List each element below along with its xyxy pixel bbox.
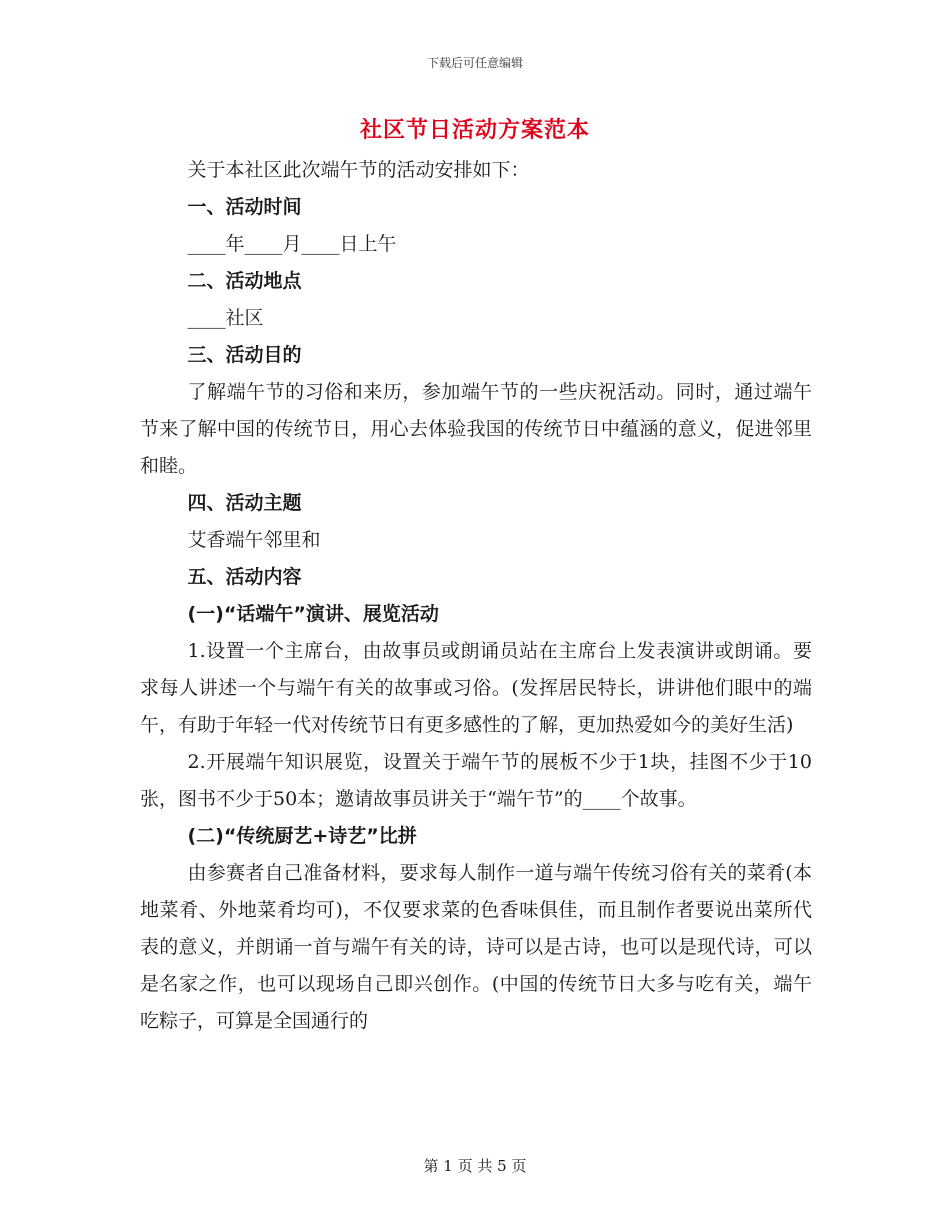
document-body — [140, 152, 812, 1040]
section-heading-location: 二、活动地点 — [187, 270, 302, 292]
section-heading-theme: 四、活动主题 — [187, 492, 302, 514]
section-heading-content: 五、活动内容 — [187, 566, 302, 588]
section-heading-time: 一、活动时间 — [187, 196, 302, 218]
theme-paragraph: 艾香端午邻里和 — [187, 529, 321, 551]
purpose-paragraph: 了解端午节的习俗和来历，参加端午节的一些庆祝活动。同时，通过端午节来了解中国的传统节日，用心去体验我国的传统节日中蕴涵的意义，促进邻里和睦。 — [140, 381, 812, 477]
speech-item-2: 2.开展端午知识展览，设置关于端午节的展板不少于1块，挂图不少于10张，图书不少于50本；邀请故事员讲关于“端午节”的____个故事。 — [140, 751, 812, 810]
location-paragraph: ____社区 — [187, 307, 264, 329]
time-paragraph: ____年____月____日上午 — [187, 233, 397, 255]
speech-item-1: 1.设置一个主席台，由故事员或朗诵员站在主席台上发表演讲或朗诵。要求每人讲述一个与端午有关的故事或习俗。(发挥居民特长，讲讲他们眼中的端午，有助于年轻一代对传统节日有更多感性的了解，更加热爱如今的美好生活) — [140, 640, 812, 736]
section-heading-purpose: 三、活动目的 — [187, 344, 302, 366]
subsection-heading-cooking: (二)“传统厨艺+诗艺”比拼 — [187, 825, 417, 847]
subsection-heading-speech: (一)“话端午”演讲、展览活动 — [187, 603, 439, 625]
cooking-paragraph: 由参赛者自己准备材料，要求每人制作一道与端午传统习俗有关的菜肴(本地菜肴、外地菜肴均可)，不仅要求菜的色香味俱佳，而且制作者要说出菜所代表的意义，并朗诵一首与端午有关的诗，诗可以是古诗，也可以是现代诗，可以是名家之作，也可以现场自己即兴创作。(中国的传统节日大多与吃有关，端午吃粽子，可算是全国通行的 — [140, 862, 812, 1032]
intro-paragraph: 关于本社区此次端午节的活动安排如下： — [187, 159, 530, 181]
document-title: 社区节日活动方案范本 — [359, 117, 590, 143]
header-note: 下载后可任意编辑 — [426, 56, 523, 70]
page-footer: 第 1 页 共 5 页 — [423, 1157, 527, 1175]
